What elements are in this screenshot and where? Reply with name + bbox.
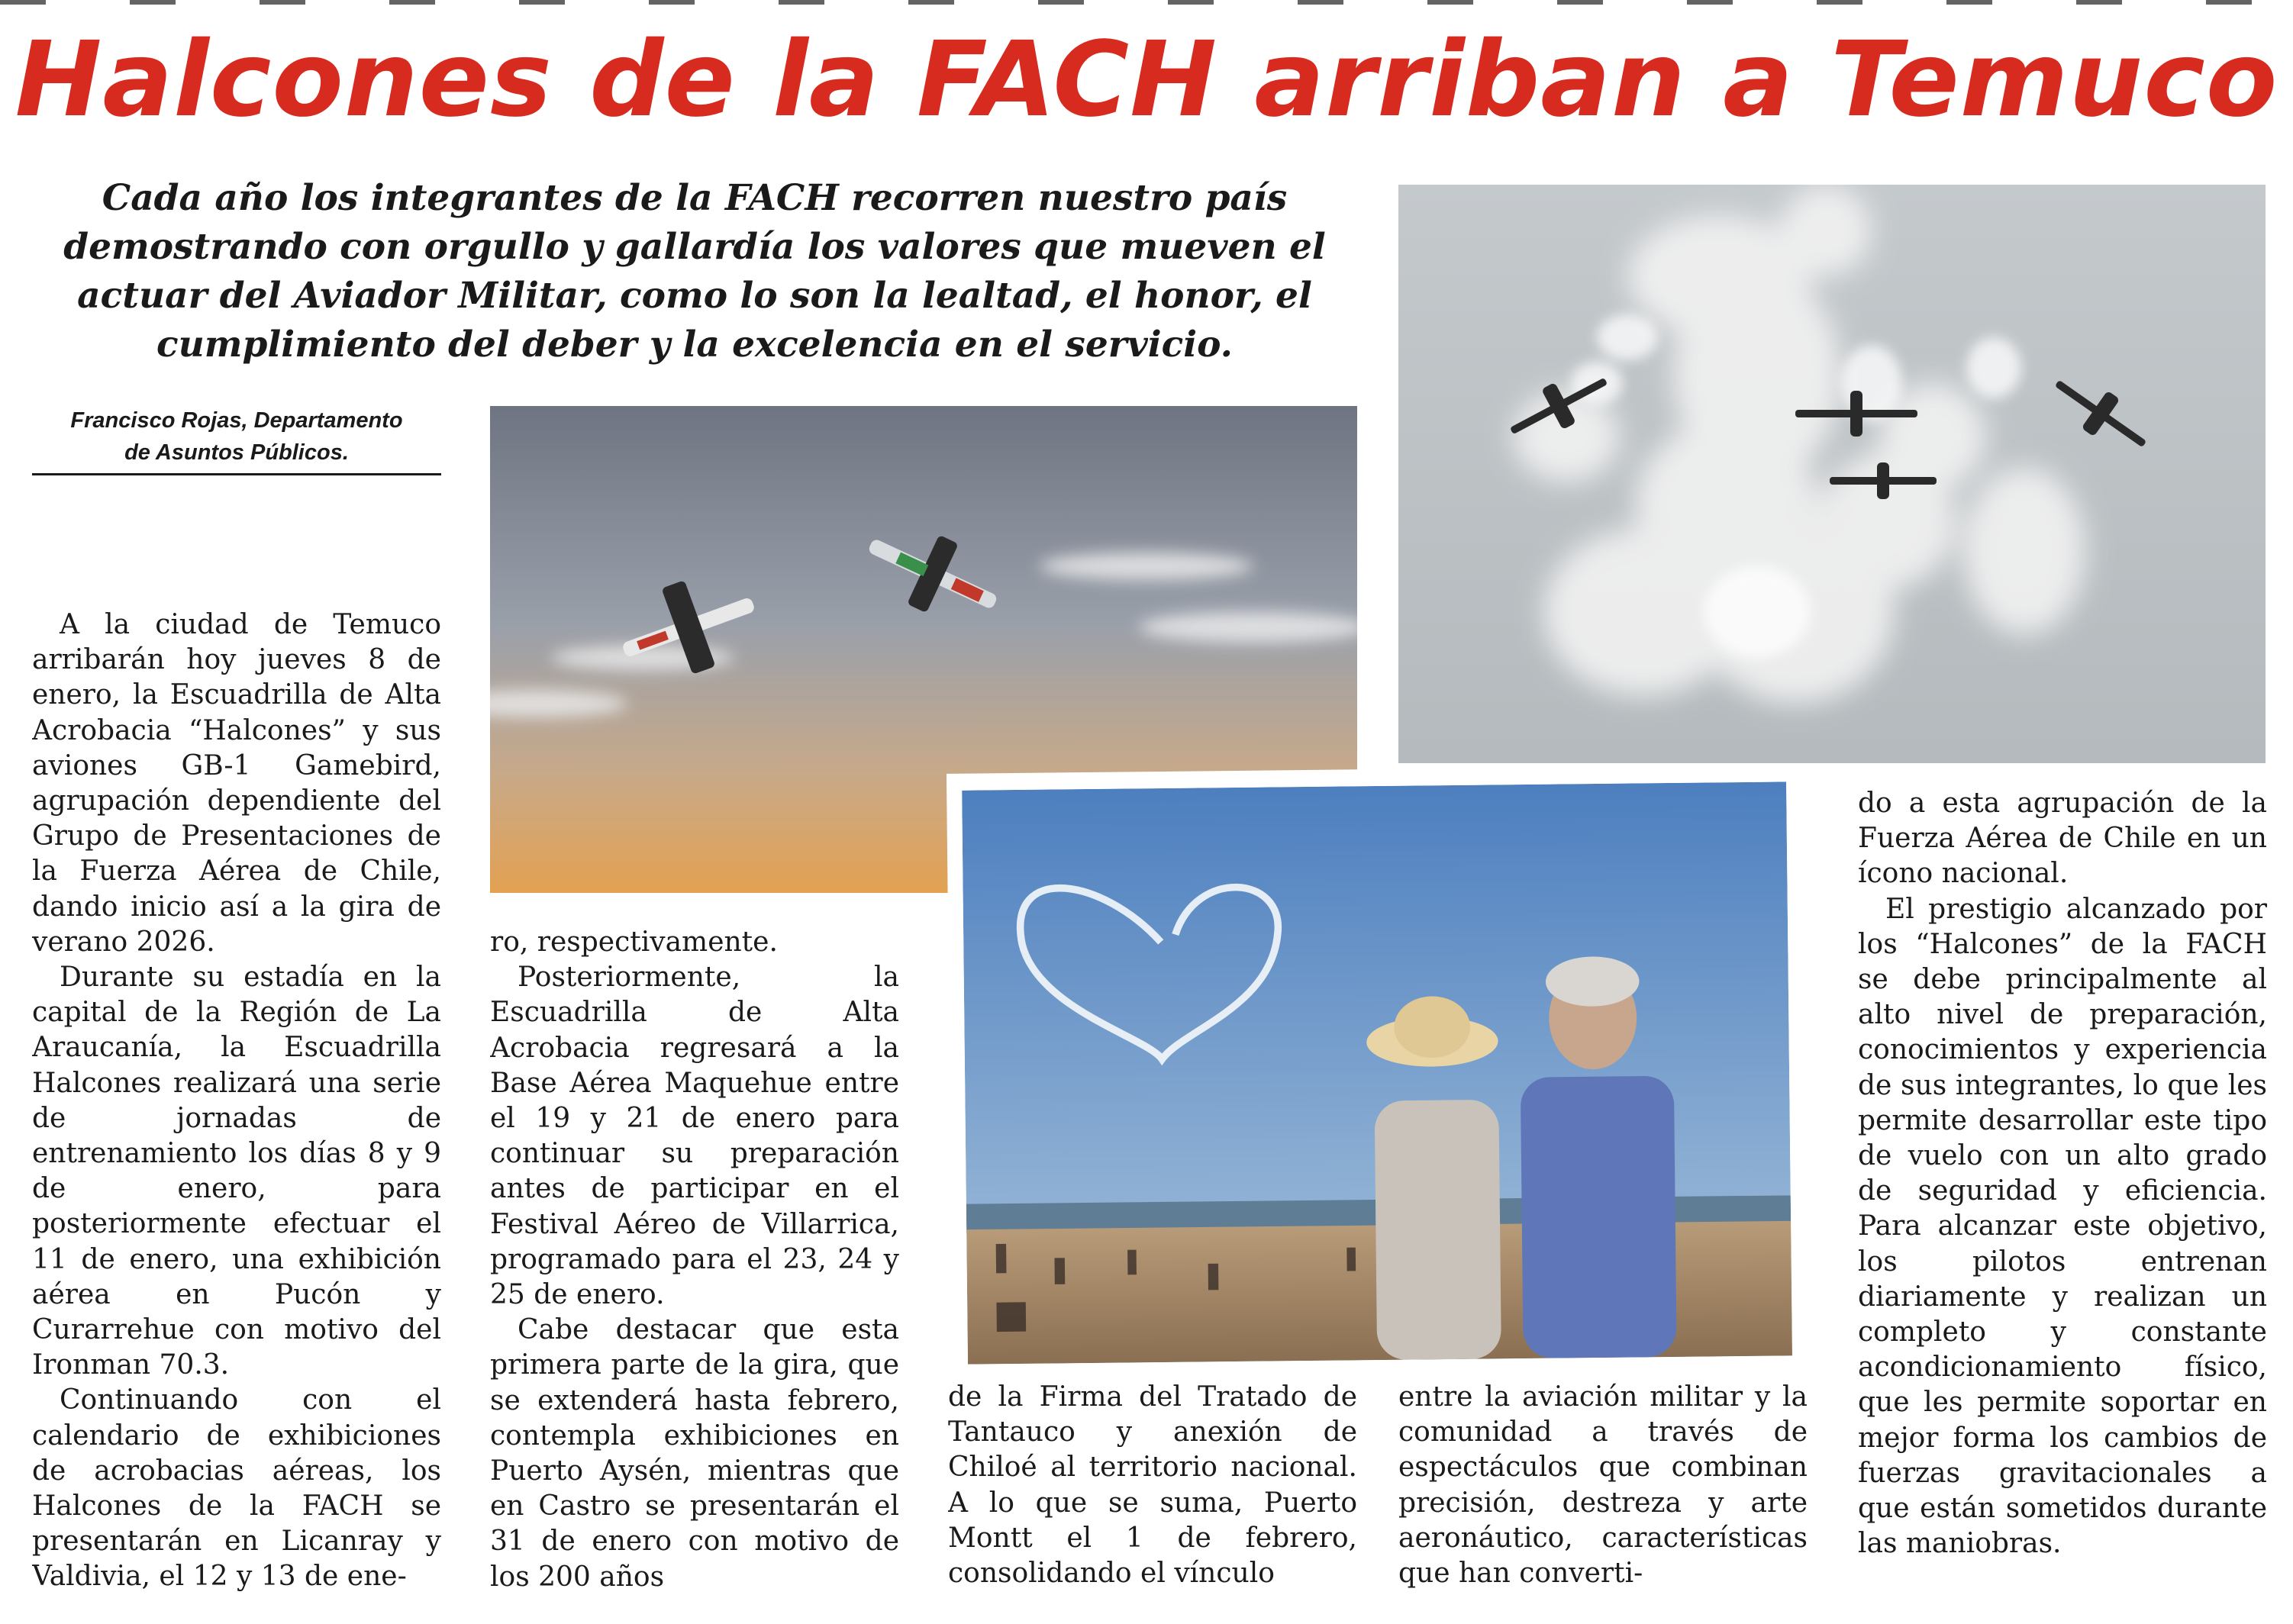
article-column-4 [1398, 1380, 1808, 1597]
paragraph: Continuando con el calendario de exhibiciones de acrobacias aéreas, los Halcones de la FACH se presentarán en Licanray y Valdivia, el 12 y 13 de ene- [32, 1384, 441, 1593]
paragraph: de la Firma del Tratado de Tantauco y anexión de Chiloé al territorio nacional. A lo que se suma, Puerto Montt el 1 de febrero, consolidando el vínculo [948, 1381, 1357, 1590]
byline-rule [32, 473, 441, 475]
byline [32, 404, 441, 469]
paragraph: El prestigio alcanzado por los “Halcones” de la FACH se debe principalmente al alto nivel de preparación, conocimientos y experiencia de sus integrantes, lo que les permite desarrollar este tipo de vuelo con un alto grado de seguridad y eficiencia. Para alcanzar este objetivo, los pilotos entrenan diariamente y realizan un completo y constante acondicionamiento físico, que les permite soportar en mejor forma los cambios de fuerzas gravitacionales a que están sometidos durante las maniobras. [1858, 893, 2267, 1560]
masthead-rule [0, 0, 2293, 5]
paragraph: Posteriormente, la Escuadrilla de Alta Acrobacia regresará a la Base Aérea Maquehue entre el 19 y 21 de enero para continuar su preparación antes de participar en el Festival Aéreo de Villarrica, programado para el 23, 24 y 25 de enero. [490, 962, 899, 1311]
article-column-1 [32, 607, 441, 1597]
paragraph: entre la aviación militar y la comunidad a través de espectáculos que combinan precisión, destreza y arte aeronáutico, características que han converti- [1398, 1381, 1808, 1590]
paragraph: Cabe destacar que esta primera parte de la gira, que se extenderá hasta febrero, contempla exhibiciones en Puerto Aysén, mientras que en Castro se presentarán el 31 de enero con motivo de los 200 años [490, 1314, 899, 1593]
photo-beach-heart [947, 765, 1814, 1372]
article-column-3 [948, 1380, 1357, 1597]
paragraph: A la ciudad de Temuco arribarán hoy jueves 8 de enero, la Escuadrilla de Alta Acrobacia “Halcones” y sus aviones GB-1 Gamebird, agrupación dependiente del Grupo de Presentaciones de la Fuerza Aérea de Chile, dando inicio así a la gira de verano 2026. [32, 609, 441, 958]
article-deck: Cada año los integrantes de la FACH recorren nuestro país demostrando con orgullo y gallardía los valores que mueven el actuar del Aviador Militar, como lo son la lealtad, el honor, el cumplimiento del deber y la excelencia en el servicio. [63, 177, 1326, 366]
paragraph: do a esta agrupación de la Fuerza Aérea de Chile en un ícono nacional. [1858, 788, 2267, 890]
byline-author: Francisco Rojas, Departamento [70, 408, 403, 433]
paragraph: ro, respectivamente. [490, 926, 778, 958]
photo-smoke-formation [1398, 185, 2266, 763]
article-column-2 [490, 925, 899, 1597]
headline: Halcones de la FACH arriban a Temuco [15, 20, 2278, 140]
paragraph: Durante su estadía en la capital de la Región de La Araucanía, la Escuadrilla Halcones realizará una serie de jornadas de entrenamiento los días 8 y 9 de enero, para posteriormente efectuar el 11 de enero, una exhibición aérea en Pucón y Curarrehue con motivo del Ironman 70.3. [32, 962, 441, 1381]
byline-department: de Asuntos Públicos. [124, 440, 349, 465]
article-column-5 [1858, 786, 2267, 1597]
